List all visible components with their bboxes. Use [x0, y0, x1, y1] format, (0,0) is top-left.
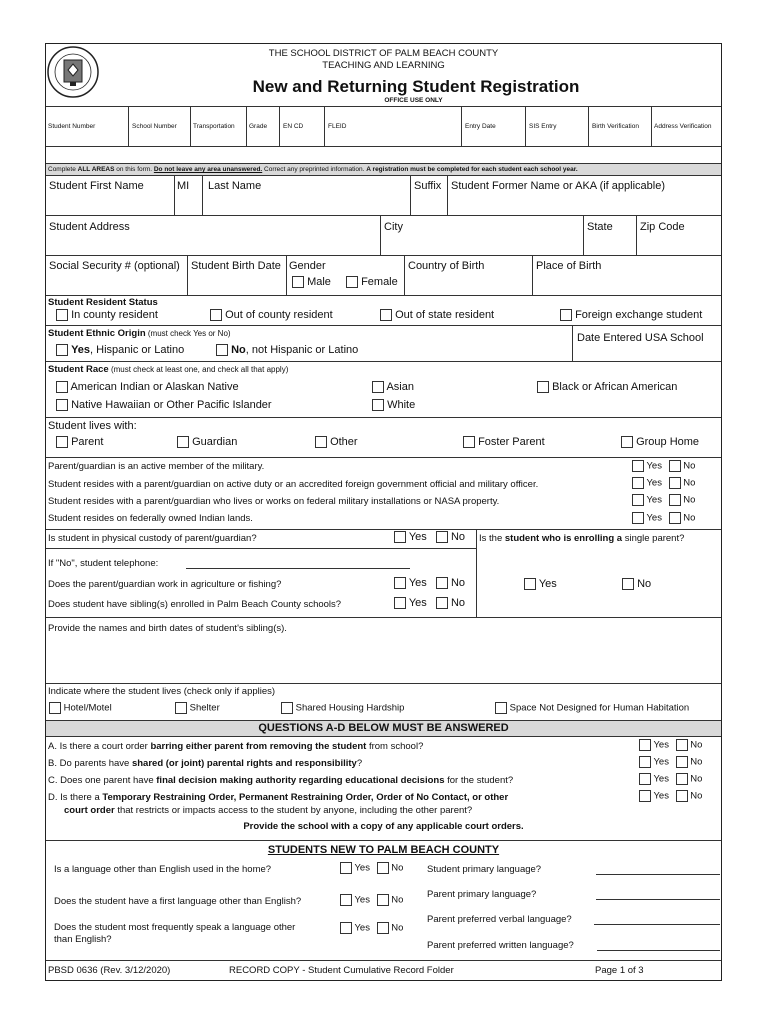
suffix-field[interactable]: Suffix: [414, 180, 442, 192]
parent-primary-language-label: Parent primary language?: [427, 889, 537, 900]
office-field-school-number: School Number: [132, 123, 177, 130]
ethnic-no-checkbox[interactable]: [216, 344, 228, 356]
office-field-transportation: Transportation: [193, 123, 235, 130]
frequent-language-answers: Yes No: [340, 922, 403, 934]
housing-label: Indicate where the student lives (check only if applies): [48, 686, 276, 697]
ethnic-origin-row: [46, 326, 721, 362]
parent-primary-language-input[interactable]: [596, 899, 720, 900]
id-row: [46, 256, 721, 296]
agriculture-yes-checkbox[interactable]: [394, 577, 406, 589]
military-q3-yes-checkbox[interactable]: [632, 494, 644, 506]
space-not-designed-option[interactable]: Space Not Designed for Human Habitation: [495, 702, 689, 714]
new-students-block: [46, 841, 721, 961]
form-header: [46, 44, 721, 107]
white-checkbox[interactable]: [372, 399, 384, 411]
group-home-checkbox[interactable]: [621, 436, 633, 448]
office-field-address-verification: Address Verification: [654, 123, 712, 130]
office-field-grade: Grade: [249, 123, 268, 130]
lives-foster-option[interactable]: Foster Parent: [463, 436, 545, 448]
military-q2: Student resides with a parent/guardian on active duty or an accredited foreign government official and military officer.: [48, 479, 539, 490]
gender-male-option[interactable]: Male: [292, 276, 331, 288]
ethnic-no-option[interactable]: No, not Hispanic or Latino: [216, 344, 358, 356]
military-q2-answers: Yes No: [632, 477, 695, 489]
single-parent-no-option[interactable]: No: [622, 578, 651, 590]
birth-date-field[interactable]: Student Birth Date: [191, 260, 281, 272]
form-number: PBSD 0636 (Rev. 3/12/2020): [48, 965, 171, 976]
new-students-heading: STUDENTS NEW TO PALM BEACH COUNTY: [267, 844, 500, 856]
agriculture-question: Does the parent/guardian work in agriculture or fishing?: [48, 579, 282, 590]
question-d-no-checkbox[interactable]: [676, 790, 688, 802]
department-name: TEACHING AND LEARNING: [322, 60, 445, 71]
first-language-yes-checkbox[interactable]: [340, 894, 352, 906]
student-primary-language-input[interactable]: [596, 874, 720, 875]
ethnic-yes-checkbox[interactable]: [56, 344, 68, 356]
lives-with-heading: Student lives with:: [48, 420, 137, 432]
sibling-yes-checkbox[interactable]: [394, 597, 406, 609]
city-field[interactable]: City: [384, 221, 403, 233]
question-c-yes-checkbox[interactable]: [639, 773, 651, 785]
office-field-student-number: Student Number: [48, 123, 96, 130]
instructions-text: Complete ALL AREAS on this form. Do not leave any area unanswered. Correct any preprinted information. A registration must be completed for each student each school year.: [48, 166, 578, 173]
military-q4-yes-checkbox[interactable]: [632, 512, 644, 524]
first-name-field[interactable]: Student First Name: [49, 180, 144, 192]
military-q3-answers: Yes No: [632, 494, 695, 506]
parent-written-language-input[interactable]: [597, 950, 720, 951]
guardian-checkbox[interactable]: [177, 436, 189, 448]
student-telephone-input[interactable]: [186, 568, 410, 569]
military-q4: Student resides on federally owned Indian lands.: [48, 513, 253, 524]
questions-block: [46, 737, 721, 841]
race-heading: Student Race (must check at least one, and check all that apply): [48, 364, 289, 375]
race-american-indian-option[interactable]: American Indian or Alaskan Native: [56, 381, 239, 393]
siblings-row: [46, 618, 721, 684]
race-asian-option[interactable]: Asian: [372, 381, 414, 393]
shelter-option[interactable]: Shelter: [175, 702, 220, 714]
question-c-no-checkbox[interactable]: [676, 773, 688, 785]
sibling-no-checkbox[interactable]: [436, 597, 448, 609]
race-row: [46, 362, 721, 418]
out-of-state-option[interactable]: Out of state resident: [380, 309, 494, 321]
out-of-county-checkbox[interactable]: [210, 309, 222, 321]
sibling-question: Does student have sibling(s) enrolled in Palm Beach County schools?: [48, 599, 342, 610]
single-parent-yes-checkbox[interactable]: [524, 578, 536, 590]
military-q1-yes-checkbox[interactable]: [632, 460, 644, 472]
office-field-birth-verification: Birth Verification: [592, 123, 639, 130]
state-field[interactable]: State: [587, 221, 613, 233]
question-b: B. Do parents have shared (or joint) parental rights and responsibility?: [48, 758, 363, 769]
last-name-field[interactable]: Last Name: [208, 180, 262, 192]
district-name: THE SCHOOL DISTRICT OF PALM BEACH COUNTY: [268, 48, 499, 59]
military-q2-no-checkbox[interactable]: [669, 477, 681, 489]
military-q3: Student resides with a parent/guardian who lives or works on federal military installations or NASA property.: [48, 496, 500, 507]
page-title: New and Returning Student Registration: [252, 77, 580, 96]
office-field-fleid: FLEID: [328, 123, 347, 130]
foreign-exchange-checkbox[interactable]: [560, 309, 572, 321]
country-of-birth-field[interactable]: Country of Birth: [408, 260, 485, 272]
office-use-label: OFFICE USE ONLY: [384, 97, 443, 104]
parent-written-language-label: Parent preferred written language?: [427, 940, 574, 951]
housing-row: [46, 684, 721, 721]
registration-form: [45, 43, 722, 981]
agriculture-no-checkbox[interactable]: [436, 577, 448, 589]
out-of-state-checkbox[interactable]: [380, 309, 392, 321]
custody-block: [46, 530, 721, 618]
lives-other-option[interactable]: Other: [315, 436, 358, 448]
parent-verbal-language-input[interactable]: [594, 924, 720, 925]
hotel-motel-option[interactable]: Hotel/Motel: [49, 702, 112, 714]
male-checkbox[interactable]: [292, 276, 304, 288]
address-row: [46, 216, 721, 256]
zip-field[interactable]: Zip Code: [640, 221, 685, 233]
frequent-language-question: Does the student most frequently speak a language other: [54, 922, 296, 933]
race-pacific-islander-option[interactable]: Native Hawaiian or Other Pacific Islander: [56, 399, 272, 411]
resident-status-row: [46, 296, 721, 326]
military-q4-no-checkbox[interactable]: [669, 512, 681, 524]
question-d: D. Is there a Temporary Restraining Order, Permanent Restraining Order, Order of No Contact, or other: [48, 792, 509, 803]
language-home-yes-checkbox[interactable]: [340, 862, 352, 874]
name-row: [46, 176, 721, 216]
shelter-checkbox[interactable]: [175, 702, 187, 714]
single-parent-no-checkbox[interactable]: [622, 578, 634, 590]
former-name-field[interactable]: Student Former Name or AKA (if applicable): [451, 180, 665, 192]
question-a-yes-checkbox[interactable]: [639, 739, 651, 751]
ethnic-yes-option[interactable]: Yes, Hispanic or Latino: [56, 344, 184, 356]
place-of-birth-field[interactable]: Place of Birth: [536, 260, 602, 272]
question-c: C. Does one parent have final decision making authority regarding educational decisions for the student?: [48, 775, 514, 786]
date-entered-usa-field[interactable]: Date Entered USA School: [577, 332, 704, 344]
student-primary-language-label: Student primary language?: [427, 864, 542, 875]
shared-housing-option[interactable]: Shared Housing Hardship: [281, 702, 404, 714]
military-q3-no-checkbox[interactable]: [669, 494, 681, 506]
custody-question: Is student in physical custody of parent/guardian?: [48, 533, 257, 544]
frequent-language-no-checkbox[interactable]: [377, 922, 389, 934]
custody-answers: Yes No: [394, 531, 465, 543]
first-language-no-checkbox[interactable]: [377, 894, 389, 906]
american-indian-checkbox[interactable]: [56, 381, 68, 393]
in-county-option[interactable]: In county resident: [56, 309, 158, 321]
shared-housing-checkbox[interactable]: [281, 702, 293, 714]
language-home-answers: Yes No: [340, 862, 403, 874]
race-white-option[interactable]: White: [372, 399, 415, 411]
gender-female-option[interactable]: Female: [346, 276, 398, 288]
question-b-yes-checkbox[interactable]: [639, 756, 651, 768]
question-b-no-checkbox[interactable]: [676, 756, 688, 768]
military-q2-yes-checkbox[interactable]: [632, 477, 644, 489]
question-d-continued: court order that restricts or impacts access to the student by anyone, including the other parent?: [64, 805, 473, 816]
first-language-answers: Yes No: [340, 894, 403, 906]
question-a-no-checkbox[interactable]: [676, 739, 688, 751]
race-black-option[interactable]: Black or African American: [537, 381, 677, 393]
question-c-answers: Yes No: [639, 773, 702, 785]
single-parent-question: Is the student who is enrolling a single parent?: [479, 533, 685, 544]
out-of-county-option[interactable]: Out of county resident: [210, 309, 333, 321]
military-q1-no-checkbox[interactable]: [669, 460, 681, 472]
sibling-answers: Yes No: [394, 597, 465, 609]
questions-heading: QUESTIONS A-D BELOW MUST BE ANSWERED: [258, 722, 509, 734]
parent-verbal-language-label: Parent preferred verbal language?: [427, 914, 572, 925]
military-q1-answers: Yes No: [632, 460, 695, 472]
ssn-field[interactable]: Social Security # (optional): [49, 260, 180, 272]
questions-heading-bar: [46, 721, 721, 737]
lives-group-home-option[interactable]: Group Home: [621, 436, 699, 448]
pacific-islander-checkbox[interactable]: [56, 399, 68, 411]
language-home-no-checkbox[interactable]: [377, 862, 389, 874]
question-a-answers: Yes No: [639, 739, 702, 751]
asian-checkbox[interactable]: [372, 381, 384, 393]
single-parent-yes-option[interactable]: Yes: [524, 578, 557, 590]
black-checkbox[interactable]: [537, 381, 549, 393]
question-d-yes-checkbox[interactable]: [639, 790, 651, 802]
military-q4-answers: Yes No: [632, 512, 695, 524]
mi-field[interactable]: MI: [177, 180, 190, 192]
first-language-question: Does the student have a first language other than English?: [54, 896, 302, 907]
page-number: Page 1 of 3: [595, 965, 644, 976]
military-q1: Parent/guardian is an active member of the military.: [48, 461, 265, 472]
hotel-motel-checkbox[interactable]: [49, 702, 61, 714]
language-home-question: Is a language other than English used in the home?: [54, 864, 272, 875]
foster-parent-checkbox[interactable]: [463, 436, 475, 448]
military-row: [46, 458, 721, 530]
question-a: A. Is there a court order barring either parent from removing the student from school?: [48, 741, 424, 752]
record-copy-label: RECORD COPY - Student Cumulative Record Folder: [229, 965, 454, 976]
resident-status-heading: Student Resident Status: [48, 297, 158, 308]
foreign-exchange-option[interactable]: Foreign exchange student: [560, 309, 702, 321]
parent-checkbox[interactable]: [56, 436, 68, 448]
office-use-row: [46, 107, 721, 147]
frequent-language-question-cont: than English?: [54, 934, 112, 945]
lives-parent-option[interactable]: Parent: [56, 436, 103, 448]
address-field[interactable]: Student Address: [49, 221, 130, 233]
office-field-sis-entry: SIS Entry: [529, 123, 557, 130]
instructions-bar: [46, 163, 721, 176]
space-not-designed-checkbox[interactable]: [495, 702, 507, 714]
office-field-en-cd: EN CD: [283, 123, 304, 130]
frequent-language-yes-checkbox[interactable]: [340, 922, 352, 934]
lives-guardian-option[interactable]: Guardian: [177, 436, 237, 448]
in-county-checkbox[interactable]: [56, 309, 68, 321]
lives-with-row: [46, 418, 721, 458]
provide-court-orders-note: Provide the school with a copy of any applicable court orders.: [243, 821, 524, 832]
custody-yes-checkbox[interactable]: [394, 531, 406, 543]
question-d-answers: Yes No: [639, 790, 702, 802]
student-telephone-label: If "No", student telephone:: [48, 558, 159, 569]
question-b-answers: Yes No: [639, 756, 702, 768]
office-field-entry-date: Entry Date: [465, 123, 496, 130]
ethnic-origin-heading: Student Ethnic Origin (must check Yes or No): [48, 328, 231, 339]
agriculture-answers: Yes No: [394, 577, 465, 589]
gender-label: Gender: [289, 260, 326, 272]
siblings-label: Provide the names and birth dates of student's sibling(s).: [48, 623, 287, 634]
other-checkbox[interactable]: [315, 436, 327, 448]
custody-no-checkbox[interactable]: [436, 531, 448, 543]
female-checkbox[interactable]: [346, 276, 358, 288]
